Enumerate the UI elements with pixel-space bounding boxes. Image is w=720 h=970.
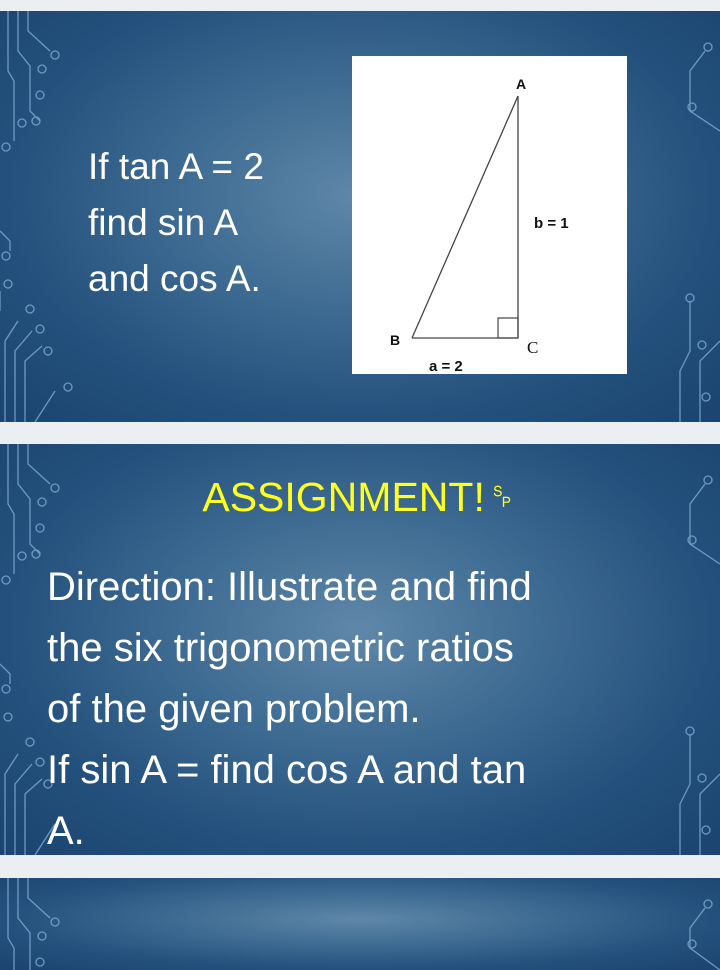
side-b-label: b = 1 — [534, 215, 569, 232]
direction-line-3: of the given problem. — [47, 687, 421, 731]
direction-line-4: If sin A = find cos A and tan — [47, 748, 527, 792]
direction-text — [47, 557, 532, 855]
direction-line-2: the six trigonometric ratios — [47, 626, 514, 670]
problem-line-2: find sin A — [88, 202, 239, 243]
problem-line-1: If tan A = 2 — [88, 146, 264, 187]
vertex-b-label: B — [390, 332, 401, 348]
right-angle-marker — [498, 318, 518, 338]
direction-line-5: A. — [47, 809, 85, 853]
slide-1 — [0, 11, 720, 422]
triangle-diagram — [352, 56, 627, 374]
right-triangle-figure — [352, 56, 627, 374]
vertex-c-label: C — [527, 338, 539, 357]
vertex-a-label: A — [516, 76, 527, 92]
hypotenuse-line — [412, 96, 518, 338]
direction-line-1: Direction: Illustrate and find — [47, 565, 532, 609]
circuit-decoration-partial — [0, 878, 720, 970]
problem-line-3: and cos A. — [88, 258, 261, 299]
assignment-title: ASSIGNMENT!␠ — [202, 474, 518, 520]
slide-3 — [0, 878, 720, 970]
slide-2 — [0, 444, 720, 855]
side-a-label: a = 2 — [429, 358, 463, 374]
problem-text — [88, 139, 264, 307]
